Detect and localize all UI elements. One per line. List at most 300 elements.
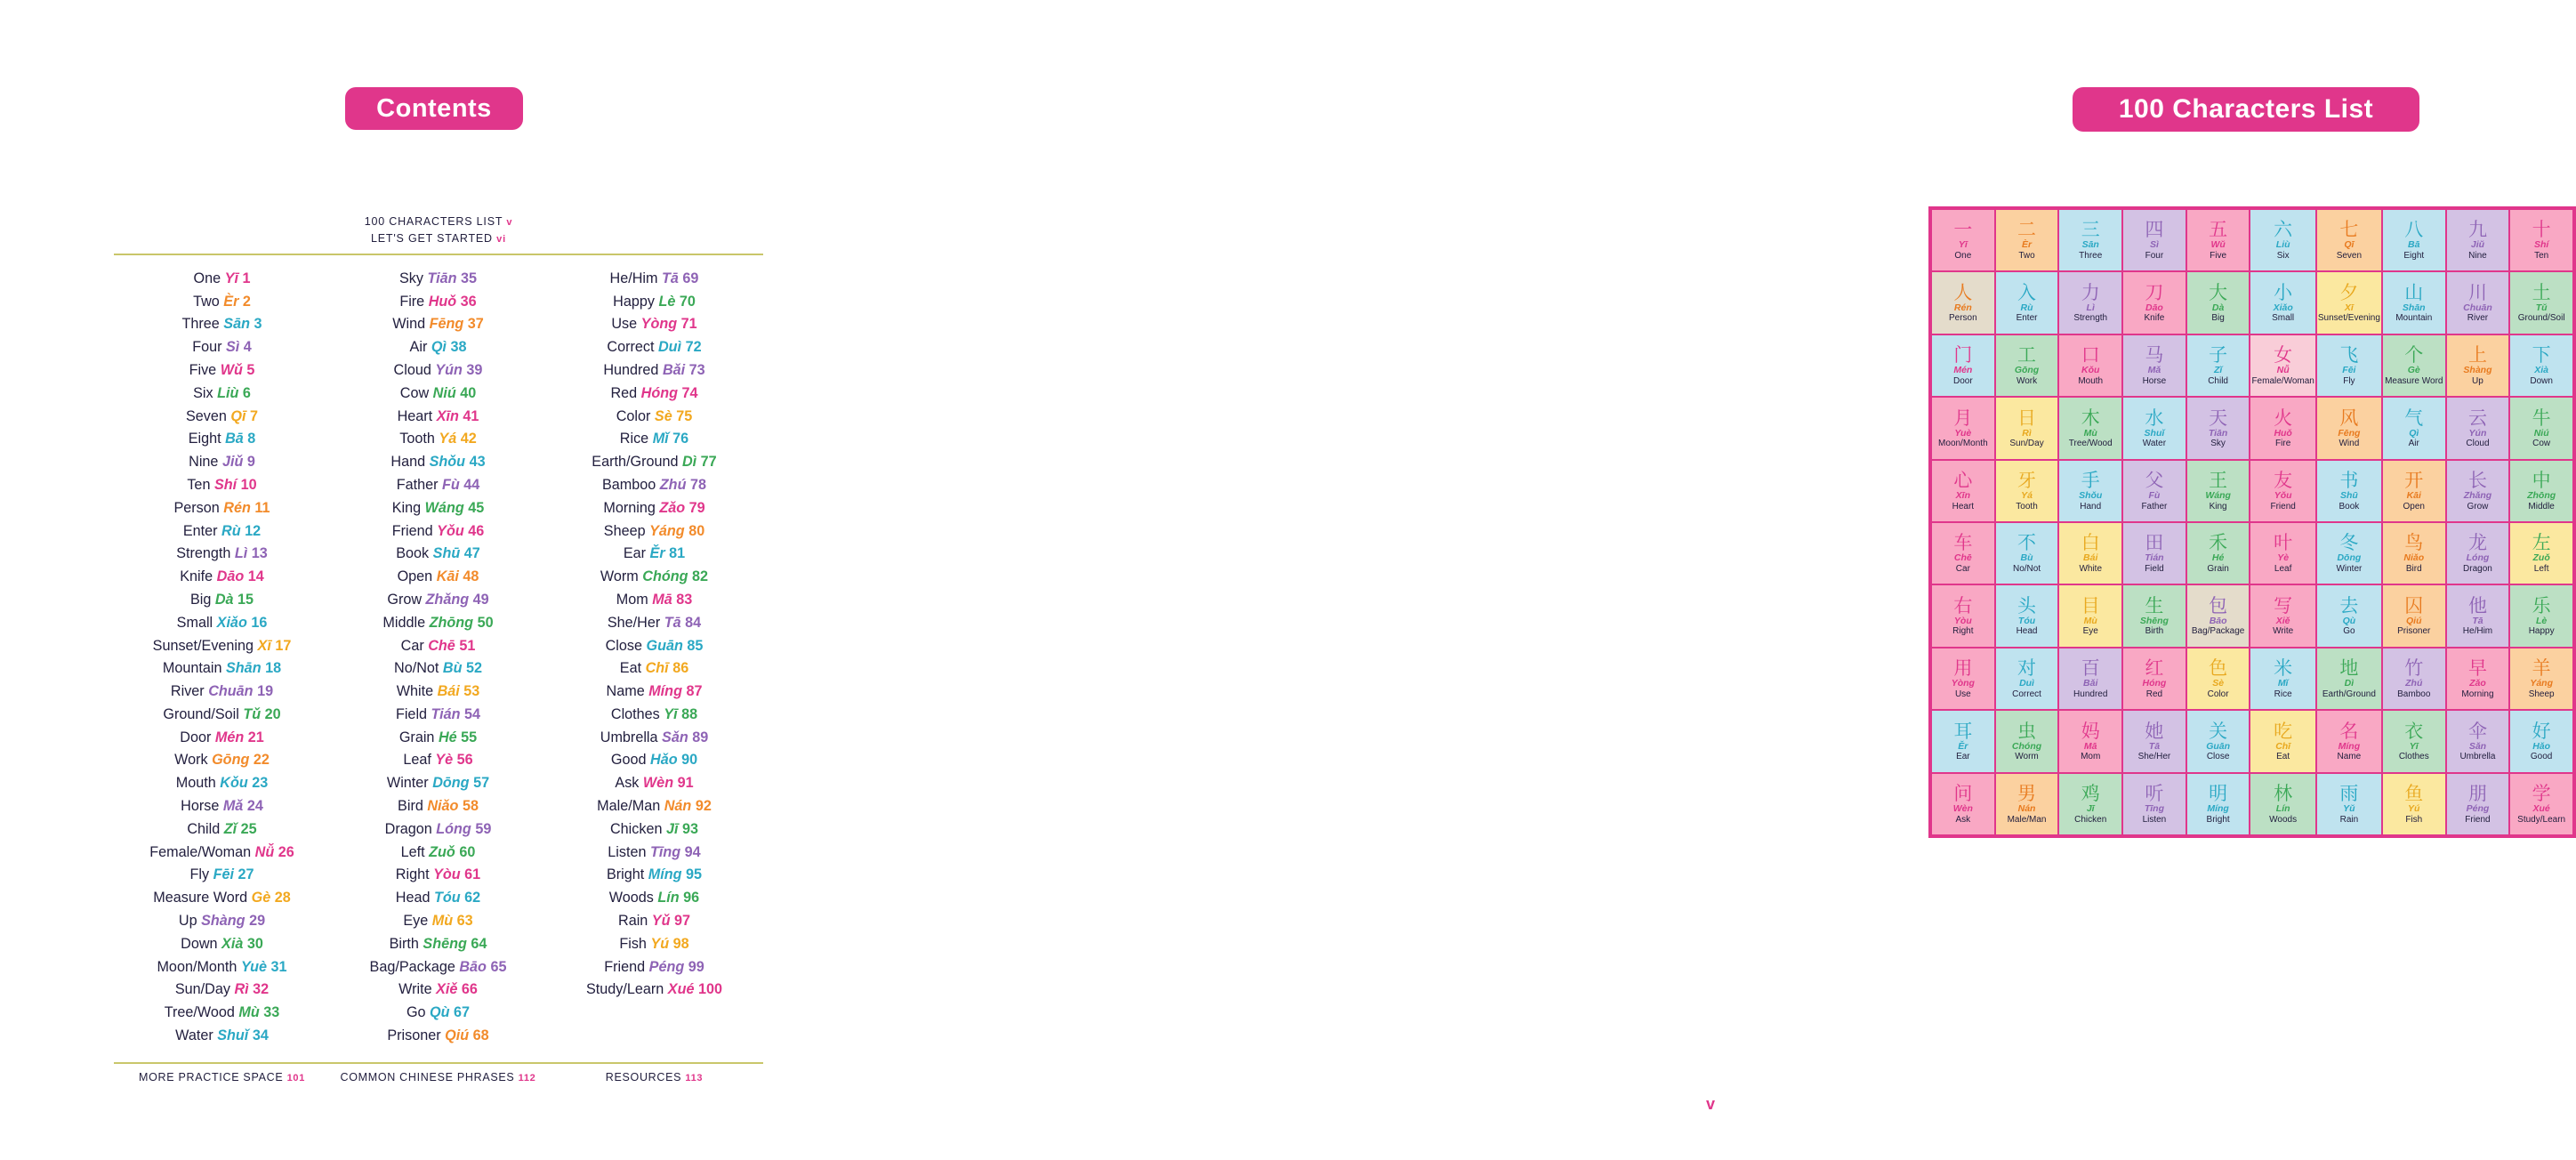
toc-entry[interactable] bbox=[546, 933, 762, 956]
toc-entry-pinyin: Zhǎng bbox=[425, 591, 470, 608]
character-cell[interactable] bbox=[2382, 522, 2446, 584]
character-cell[interactable] bbox=[2509, 648, 2573, 710]
toc-entry-page: 63 bbox=[456, 913, 473, 930]
character-meaning: Door bbox=[1953, 375, 1973, 386]
toc-entry[interactable] bbox=[114, 749, 330, 772]
character-cell[interactable] bbox=[2446, 397, 2510, 459]
character-cell[interactable] bbox=[2446, 460, 2510, 522]
toc-entry[interactable] bbox=[330, 497, 546, 520]
character-cell[interactable] bbox=[2316, 460, 2382, 522]
toc-entry-pinyin: Zhōng bbox=[429, 614, 474, 631]
character-cell[interactable] bbox=[1995, 648, 2059, 710]
back-matter-item[interactable] bbox=[114, 1071, 330, 1083]
toc-entry[interactable] bbox=[114, 589, 330, 612]
character-cell[interactable] bbox=[1931, 773, 1995, 835]
character-cell[interactable] bbox=[2382, 397, 2446, 459]
toc-entry-meaning: Winter bbox=[386, 775, 429, 792]
toc-entry[interactable] bbox=[330, 704, 546, 727]
character-cell[interactable] bbox=[2382, 710, 2446, 772]
character-cell[interactable] bbox=[2122, 397, 2186, 459]
character-cell[interactable] bbox=[2186, 522, 2250, 584]
front-matter-item[interactable] bbox=[114, 213, 763, 230]
character-cell[interactable] bbox=[2446, 522, 2510, 584]
character-cell[interactable] bbox=[2316, 648, 2382, 710]
toc-entry[interactable] bbox=[546, 657, 762, 681]
toc-entry[interactable] bbox=[330, 383, 546, 406]
character-cell[interactable] bbox=[2250, 334, 2315, 397]
character-glyph: 水 bbox=[2145, 407, 2164, 429]
toc-entry[interactable] bbox=[546, 864, 762, 887]
toc-entry[interactable] bbox=[114, 795, 330, 818]
character-cell[interactable] bbox=[2250, 209, 2315, 271]
character-meaning: Friend bbox=[2465, 814, 2491, 825]
character-cell[interactable] bbox=[2382, 773, 2446, 835]
toc-entry[interactable] bbox=[114, 681, 330, 704]
toc-entry[interactable] bbox=[330, 864, 546, 887]
character-cell[interactable] bbox=[2446, 271, 2510, 334]
character-glyph: 大 bbox=[2209, 281, 2228, 303]
toc-entry[interactable] bbox=[546, 612, 762, 635]
toc-entry[interactable] bbox=[114, 657, 330, 681]
toc-entry-page: 24 bbox=[246, 798, 263, 815]
character-cell[interactable] bbox=[2250, 648, 2315, 710]
character-pinyin: Rì bbox=[2022, 427, 2032, 439]
character-cell[interactable] bbox=[2446, 209, 2510, 271]
toc-entry-pinyin: Xiě bbox=[436, 981, 458, 998]
toc-entry[interactable] bbox=[330, 291, 546, 314]
toc-entry[interactable] bbox=[546, 268, 762, 291]
character-cell[interactable] bbox=[2446, 334, 2510, 397]
toc-entry-meaning: Up bbox=[178, 913, 197, 930]
character-cell[interactable] bbox=[1931, 271, 1995, 334]
character-cell[interactable] bbox=[2382, 460, 2446, 522]
character-cell[interactable] bbox=[1931, 209, 1995, 271]
character-cell[interactable] bbox=[2446, 648, 2510, 710]
character-cell[interactable] bbox=[2122, 584, 2186, 647]
toc-entry-pinyin: Yòu bbox=[433, 866, 461, 883]
character-cell[interactable] bbox=[2382, 584, 2446, 647]
character-cell[interactable] bbox=[2509, 460, 2573, 522]
character-cell[interactable] bbox=[1995, 209, 2059, 271]
character-cell[interactable] bbox=[1995, 271, 2059, 334]
toc-entry[interactable] bbox=[546, 772, 762, 795]
toc-entry-meaning: Rain bbox=[618, 913, 648, 930]
toc-entry-meaning: Bright bbox=[606, 866, 645, 883]
toc-entry[interactable] bbox=[114, 566, 330, 589]
toc-entry-pinyin: Qì bbox=[431, 339, 447, 356]
toc-entry[interactable] bbox=[546, 359, 762, 383]
character-pinyin: Jiǔ bbox=[2470, 239, 2485, 251]
toc-entry[interactable] bbox=[330, 543, 546, 566]
character-cell[interactable] bbox=[2509, 334, 2573, 397]
toc-entry-meaning: Birth bbox=[389, 935, 419, 952]
character-cell[interactable] bbox=[2316, 334, 2382, 397]
character-cell[interactable] bbox=[2509, 271, 2573, 334]
character-pinyin: Zhǎng bbox=[2463, 490, 2492, 502]
character-meaning: Up bbox=[2472, 375, 2483, 386]
toc-entry[interactable] bbox=[330, 727, 546, 750]
toc-entry[interactable] bbox=[114, 864, 330, 887]
toc-entry-pinyin: Yī bbox=[664, 705, 678, 722]
toc-entry[interactable] bbox=[114, 336, 330, 359]
toc-entry[interactable] bbox=[546, 681, 762, 704]
character-cell[interactable] bbox=[2509, 773, 2573, 835]
character-cell[interactable] bbox=[2509, 397, 2573, 459]
character-meaning: Mom bbox=[2081, 752, 2101, 762]
toc-entry-page: 76 bbox=[672, 431, 689, 447]
character-cell[interactable] bbox=[1931, 648, 1995, 710]
character-cell[interactable] bbox=[2122, 710, 2186, 772]
toc-entry[interactable] bbox=[546, 887, 762, 910]
toc-entry-page: 59 bbox=[475, 820, 492, 837]
toc-entry-meaning: Chicken bbox=[609, 820, 663, 837]
toc-entry[interactable] bbox=[546, 313, 762, 336]
toc-entry[interactable] bbox=[330, 359, 546, 383]
toc-entry[interactable] bbox=[330, 956, 546, 979]
toc-entry[interactable] bbox=[330, 589, 546, 612]
toc-entry-pinyin: Shǒu bbox=[429, 454, 466, 471]
toc-entry[interactable] bbox=[546, 336, 762, 359]
toc-entry[interactable] bbox=[114, 268, 330, 291]
toc-entry[interactable] bbox=[330, 268, 546, 291]
toc-entry[interactable] bbox=[546, 543, 762, 566]
character-cell[interactable] bbox=[1931, 334, 1995, 397]
toc-entry[interactable] bbox=[330, 795, 546, 818]
toc-entry[interactable] bbox=[330, 910, 546, 933]
toc-entry[interactable] bbox=[114, 543, 330, 566]
toc-entry-page: 57 bbox=[473, 775, 490, 792]
toc-entry[interactable] bbox=[330, 681, 546, 704]
toc-entry[interactable] bbox=[114, 910, 330, 933]
toc-entry[interactable] bbox=[330, 842, 546, 865]
toc-entry[interactable] bbox=[546, 749, 762, 772]
toc-entry[interactable] bbox=[330, 612, 546, 635]
character-cell[interactable] bbox=[2250, 584, 2315, 647]
toc-entry[interactable] bbox=[330, 887, 546, 910]
character-cell[interactable] bbox=[1995, 334, 2059, 397]
toc-entry-meaning: She/Her bbox=[607, 614, 661, 631]
character-cell[interactable] bbox=[1995, 397, 2059, 459]
character-meaning: No/Not bbox=[2012, 563, 2041, 574]
toc-entry[interactable] bbox=[546, 451, 762, 474]
character-cell[interactable] bbox=[2186, 271, 2250, 334]
character-pinyin: Xià bbox=[2534, 365, 2549, 376]
character-cell[interactable] bbox=[2058, 209, 2122, 271]
toc-entry-pinyin: Bù bbox=[442, 660, 463, 677]
character-cell[interactable] bbox=[2316, 209, 2382, 271]
toc-entry[interactable] bbox=[114, 1002, 330, 1025]
character-glyph: 羊 bbox=[2532, 657, 2551, 680]
character-cell[interactable] bbox=[2058, 584, 2122, 647]
toc-entry[interactable] bbox=[546, 910, 762, 933]
toc-entry-meaning: Person bbox=[173, 499, 220, 516]
toc-entry-pinyin: Gè bbox=[251, 890, 271, 906]
character-pinyin: Qiú bbox=[2406, 615, 2422, 626]
character-cell[interactable] bbox=[2316, 773, 2382, 835]
character-cell[interactable] bbox=[2250, 397, 2315, 459]
toc-entry-pinyin: Yè bbox=[435, 752, 454, 769]
character-cell[interactable] bbox=[2122, 522, 2186, 584]
character-meaning: Measure Word bbox=[2385, 375, 2443, 386]
toc-entry[interactable] bbox=[114, 406, 330, 429]
character-cell[interactable] bbox=[2186, 710, 2250, 772]
character-cell[interactable] bbox=[2382, 271, 2446, 334]
character-cell[interactable] bbox=[2186, 334, 2250, 397]
toc-entry[interactable] bbox=[114, 428, 330, 451]
toc-entry[interactable] bbox=[114, 887, 330, 910]
character-cell[interactable] bbox=[2058, 397, 2122, 459]
toc-entry[interactable] bbox=[330, 635, 546, 658]
toc-entry[interactable] bbox=[546, 727, 762, 750]
character-cell[interactable] bbox=[2122, 334, 2186, 397]
toc-entry[interactable] bbox=[114, 635, 330, 658]
character-pinyin: Wǔ bbox=[2210, 239, 2226, 251]
character-pinyin: Mā bbox=[2083, 740, 2097, 752]
toc-entry[interactable] bbox=[330, 474, 546, 497]
toc-entry[interactable] bbox=[114, 612, 330, 635]
character-cell[interactable] bbox=[2186, 209, 2250, 271]
character-cell[interactable] bbox=[2382, 334, 2446, 397]
character-cell[interactable] bbox=[2058, 773, 2122, 835]
character-cell[interactable] bbox=[1995, 584, 2059, 647]
toc-entry-page: 17 bbox=[275, 637, 292, 654]
character-cell[interactable] bbox=[2316, 710, 2382, 772]
toc-entry[interactable] bbox=[546, 704, 762, 727]
toc-entry[interactable] bbox=[330, 313, 546, 336]
toc-entry-page: 79 bbox=[688, 499, 705, 516]
character-meaning: Good bbox=[2530, 752, 2553, 762]
character-pinyin: Shuǐ bbox=[2144, 427, 2165, 439]
toc-entry-page: 47 bbox=[463, 545, 480, 562]
character-cell[interactable] bbox=[2250, 710, 2315, 772]
toc-entry[interactable] bbox=[330, 933, 546, 956]
toc-entry[interactable] bbox=[114, 383, 330, 406]
character-cell[interactable] bbox=[1931, 397, 1995, 459]
character-meaning: Eat bbox=[2276, 752, 2290, 762]
character-glyph: 虫 bbox=[2017, 720, 2037, 742]
toc-entry[interactable] bbox=[546, 956, 762, 979]
character-cell[interactable] bbox=[2058, 271, 2122, 334]
character-glyph: 马 bbox=[2145, 344, 2164, 367]
character-cell[interactable] bbox=[2058, 522, 2122, 584]
character-pinyin: Hǎo bbox=[2532, 740, 2551, 752]
character-cell[interactable] bbox=[2186, 773, 2250, 835]
toc-entry-page: 8 bbox=[247, 431, 256, 447]
back-matter-item[interactable] bbox=[546, 1071, 762, 1083]
character-meaning: Left bbox=[2533, 563, 2549, 574]
front-matter-item[interactable] bbox=[114, 230, 763, 247]
character-cell[interactable] bbox=[1931, 522, 1995, 584]
character-pinyin: Yè bbox=[2277, 552, 2290, 564]
toc-entry[interactable] bbox=[114, 979, 330, 1002]
toc-entry[interactable] bbox=[114, 520, 330, 544]
character-cell[interactable] bbox=[2250, 522, 2315, 584]
toc-entry-pinyin: Nǚ bbox=[254, 843, 275, 860]
toc-entry-meaning: Cloud bbox=[393, 361, 431, 378]
toc-entry[interactable] bbox=[330, 520, 546, 544]
character-cell[interactable] bbox=[2509, 522, 2573, 584]
toc-entry[interactable] bbox=[330, 336, 546, 359]
character-cell[interactable] bbox=[2509, 584, 2573, 647]
toc-entry-page: 42 bbox=[460, 431, 477, 447]
character-glyph: 早 bbox=[2467, 657, 2487, 680]
toc-entry[interactable] bbox=[114, 933, 330, 956]
character-cell[interactable] bbox=[2382, 209, 2446, 271]
right-page bbox=[890, 0, 2566, 1160]
toc-entry[interactable] bbox=[114, 704, 330, 727]
character-cell[interactable] bbox=[1995, 710, 2059, 772]
character-glyph: 工 bbox=[2017, 344, 2037, 367]
toc-entry[interactable] bbox=[546, 795, 762, 818]
toc-entry[interactable] bbox=[546, 383, 762, 406]
character-cell[interactable] bbox=[2122, 271, 2186, 334]
character-cell[interactable] bbox=[2446, 773, 2510, 835]
character-pinyin: Liù bbox=[2275, 239, 2290, 251]
toc-entry-page: 16 bbox=[251, 614, 268, 631]
character-cell[interactable] bbox=[2186, 584, 2250, 647]
character-cell[interactable] bbox=[2186, 397, 2250, 459]
character-cell[interactable] bbox=[2058, 334, 2122, 397]
character-cell[interactable] bbox=[2058, 460, 2122, 522]
toc-entry[interactable] bbox=[330, 979, 546, 1002]
toc-entry[interactable] bbox=[330, 818, 546, 842]
toc-entry[interactable] bbox=[546, 818, 762, 842]
toc-entry-page: 70 bbox=[679, 293, 696, 310]
toc-entry[interactable] bbox=[330, 657, 546, 681]
toc-entry[interactable] bbox=[546, 474, 762, 497]
character-cell[interactable] bbox=[2250, 460, 2315, 522]
toc-entry-pinyin: Tián bbox=[431, 705, 461, 722]
character-cell[interactable] bbox=[1931, 710, 1995, 772]
toc-entry-pinyin: Rì bbox=[234, 981, 249, 998]
toc-entry[interactable] bbox=[114, 818, 330, 842]
toc-entry[interactable] bbox=[546, 566, 762, 589]
toc-entry[interactable] bbox=[546, 635, 762, 658]
character-cell[interactable] bbox=[2316, 584, 2382, 647]
character-cell[interactable] bbox=[2186, 648, 2250, 710]
character-cell[interactable] bbox=[2122, 648, 2186, 710]
toc-entry[interactable] bbox=[114, 956, 330, 979]
character-cell[interactable] bbox=[2122, 460, 2186, 522]
toc-entry[interactable] bbox=[330, 772, 546, 795]
character-glyph: 鱼 bbox=[2404, 783, 2424, 805]
character-meaning: Small bbox=[2272, 313, 2295, 324]
character-cell[interactable] bbox=[1931, 584, 1995, 647]
toc-entry[interactable] bbox=[546, 589, 762, 612]
character-cell[interactable] bbox=[1995, 773, 2059, 835]
toc-entry[interactable] bbox=[546, 406, 762, 429]
toc-entry[interactable] bbox=[330, 451, 546, 474]
toc-entry[interactable] bbox=[330, 406, 546, 429]
character-meaning: Bamboo bbox=[2397, 689, 2431, 699]
toc-entry[interactable] bbox=[114, 451, 330, 474]
toc-entry[interactable] bbox=[546, 979, 762, 1002]
back-matter-label: RESOURCES bbox=[605, 1070, 682, 1083]
toc-entry[interactable] bbox=[114, 359, 330, 383]
toc-entry[interactable] bbox=[114, 772, 330, 795]
toc-entry[interactable] bbox=[114, 497, 330, 520]
character-cell[interactable] bbox=[1995, 522, 2059, 584]
toc-entry[interactable] bbox=[114, 842, 330, 865]
character-pinyin: Yá bbox=[2021, 490, 2033, 502]
character-cell[interactable] bbox=[2122, 209, 2186, 271]
character-pinyin: Sān bbox=[2081, 239, 2099, 251]
character-cell[interactable] bbox=[2382, 648, 2446, 710]
character-cell[interactable] bbox=[2250, 271, 2315, 334]
back-matter-page: 112 bbox=[518, 1072, 536, 1083]
toc-entry[interactable] bbox=[114, 313, 330, 336]
toc-entry-pinyin: Shū bbox=[432, 545, 461, 562]
toc-entry-pinyin: Jiǔ bbox=[221, 454, 244, 471]
character-cell[interactable] bbox=[2122, 773, 2186, 835]
toc-entry-pinyin: Sǎn bbox=[662, 729, 688, 745]
character-cell[interactable] bbox=[2509, 209, 2573, 271]
character-glyph: 米 bbox=[2274, 657, 2293, 680]
character-meaning: Mountain bbox=[2395, 313, 2433, 324]
toc-entry[interactable] bbox=[330, 428, 546, 451]
toc-entry[interactable] bbox=[546, 497, 762, 520]
toc-entry-pinyin: Tóu bbox=[434, 890, 461, 906]
toc-entry[interactable] bbox=[114, 291, 330, 314]
back-matter-item[interactable] bbox=[330, 1071, 546, 1083]
toc-entry-page: 99 bbox=[688, 958, 704, 975]
character-meaning: Hundred bbox=[2073, 689, 2108, 699]
character-glyph: 气 bbox=[2404, 407, 2424, 429]
toc-entry[interactable] bbox=[330, 566, 546, 589]
character-cell[interactable] bbox=[2186, 460, 2250, 522]
toc-entry[interactable] bbox=[114, 474, 330, 497]
toc-entry-pinyin: Lín bbox=[657, 890, 680, 906]
toc-entry-pinyin: Sì bbox=[225, 339, 240, 356]
toc-entry[interactable] bbox=[546, 291, 762, 314]
character-meaning: Sunset/Evening bbox=[2317, 313, 2380, 324]
character-cell[interactable] bbox=[2250, 773, 2315, 835]
character-pinyin: Yú bbox=[2408, 803, 2420, 815]
toc-entry[interactable] bbox=[114, 727, 330, 750]
character-cell[interactable] bbox=[2446, 584, 2510, 647]
toc-entry[interactable] bbox=[330, 749, 546, 772]
front-matter-label: 100 CHARACTERS LIST bbox=[364, 215, 503, 228]
character-pinyin: Lè bbox=[2536, 615, 2548, 626]
toc-entry-pinyin: Tā bbox=[664, 614, 681, 631]
toc-entry-page: 29 bbox=[249, 913, 266, 930]
character-cell[interactable] bbox=[1931, 460, 1995, 522]
character-cell[interactable] bbox=[2058, 710, 2122, 772]
toc-entry-meaning: Morning bbox=[603, 499, 656, 516]
toc-entry[interactable] bbox=[546, 842, 762, 865]
character-meaning: Air bbox=[2408, 439, 2419, 449]
toc-entry-page: 25 bbox=[240, 820, 257, 837]
character-cell[interactable] bbox=[2509, 710, 2573, 772]
character-meaning: Tooth bbox=[2016, 501, 2038, 512]
toc-entry[interactable] bbox=[330, 1025, 546, 1048]
toc-entry-meaning: Air bbox=[409, 339, 428, 356]
toc-entry[interactable] bbox=[330, 1002, 546, 1025]
character-cell[interactable] bbox=[1995, 460, 2059, 522]
toc-entry[interactable] bbox=[546, 520, 762, 544]
toc-entry[interactable] bbox=[546, 428, 762, 451]
character-cell[interactable] bbox=[2316, 397, 2382, 459]
character-cell[interactable] bbox=[2058, 648, 2122, 710]
character-cell[interactable] bbox=[2446, 710, 2510, 772]
character-meaning: Close bbox=[2206, 752, 2230, 762]
character-glyph: 囚 bbox=[2404, 594, 2424, 616]
character-cell[interactable] bbox=[2316, 271, 2382, 334]
toc-entry-pinyin: Bāo bbox=[459, 958, 487, 975]
toc-entry[interactable] bbox=[114, 1025, 330, 1048]
character-glyph: 叶 bbox=[2274, 532, 2293, 554]
character-cell[interactable] bbox=[2316, 522, 2382, 584]
